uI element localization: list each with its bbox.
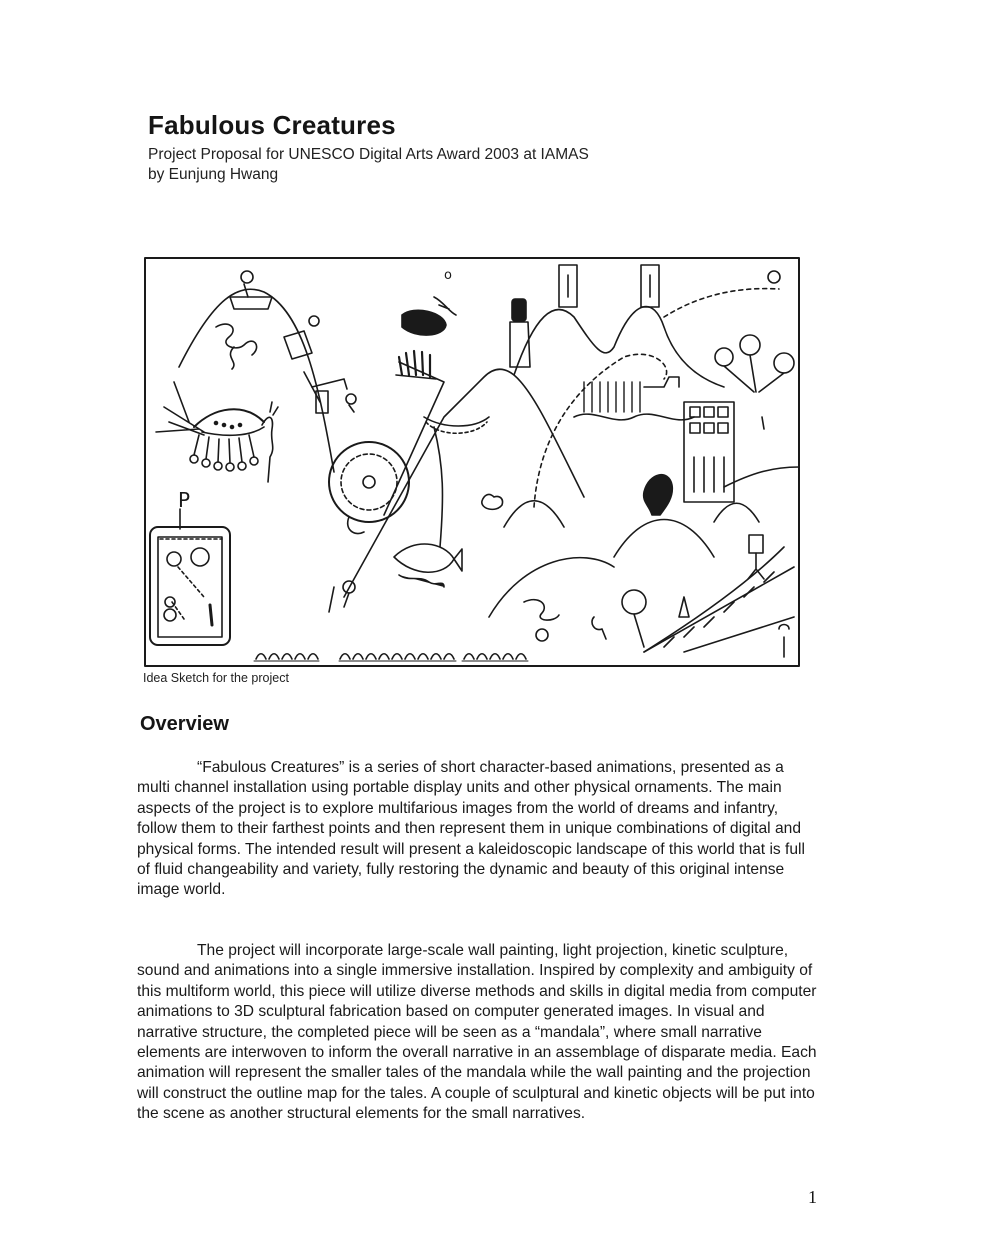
lamp — [622, 590, 646, 614]
robot — [749, 535, 763, 553]
document-subtitle: Project Proposal for UNESCO Digital Arts Award 2003 at IAMAS — [148, 146, 589, 163]
squiggle — [216, 324, 257, 355]
page-number: 1 — [808, 1187, 817, 1207]
spiky-creature — [194, 409, 264, 427]
flag-mark: P — [178, 488, 191, 512]
fish-skeleton — [524, 600, 559, 620]
black-dog — [644, 475, 673, 515]
paragraph: The project will incorporate large-scale wall painting, light projection, kinetic sculpture, sound and animations into a single immersive installation. Inspired by complexity and ambiguity of this multiform world, this piece will utilize diverse methods and skills in digital media from computer animations to 3D sculptural fabrication based on computer generated images. In visual and narrative structure, the completed piece will be seen as a “mandala”, where small narrative elements are interwoven to inform the overall narrative in an assemblage of disparate media. Each animation will represent the smaller tales of the mandala while the wall painting and the projection will construct the outline map for the tales. A couple of sculptural and kinetic objects will be put into the scene as another structural elements for the small narratives. — [137, 942, 817, 1123]
machine — [584, 382, 640, 412]
dashed-path — [664, 289, 779, 317]
right-hills — [514, 307, 724, 387]
small-bird — [434, 297, 456, 315]
fish — [394, 544, 454, 572]
boat — [230, 297, 272, 309]
bump — [714, 503, 759, 522]
dark-seed — [402, 310, 446, 335]
dark-figure — [512, 299, 526, 321]
boat-creature-head — [241, 271, 253, 283]
face-icon — [774, 353, 794, 373]
wave — [574, 414, 694, 420]
paragraph: “Fabulous Creatures” is a series of short character-based animations, presented as a multi channel installation using portable display units and other physical ornaments. The main aspects of the project is to explore multifarious images from the world of dreams and infantry, follow them to their farthest points and then represent them in unique combinations of digital and physical forms. The intended result will present a kaleidoscopic landscape of this world that is full of fluid changeability and variety, fully restoring the dynamic and beauty of this original intense image world. — [137, 759, 805, 899]
central-hill — [344, 369, 584, 597]
road-edge — [644, 567, 794, 652]
face-icon — [740, 335, 760, 355]
lower-arc — [489, 558, 614, 617]
tv-screen — [150, 527, 230, 645]
section-heading: Overview — [140, 713, 229, 735]
face-icon — [715, 348, 733, 366]
idea-sketch — [144, 257, 800, 667]
document-author: by Eunjung Hwang — [148, 166, 279, 183]
figure-caption: Idea Sketch for the project — [143, 671, 289, 685]
small-o-mark: o — [444, 268, 452, 283]
document-title: Fabulous Creatures — [148, 110, 396, 140]
bump — [614, 520, 714, 558]
audience — [256, 654, 318, 659]
tilted-box — [284, 331, 312, 359]
